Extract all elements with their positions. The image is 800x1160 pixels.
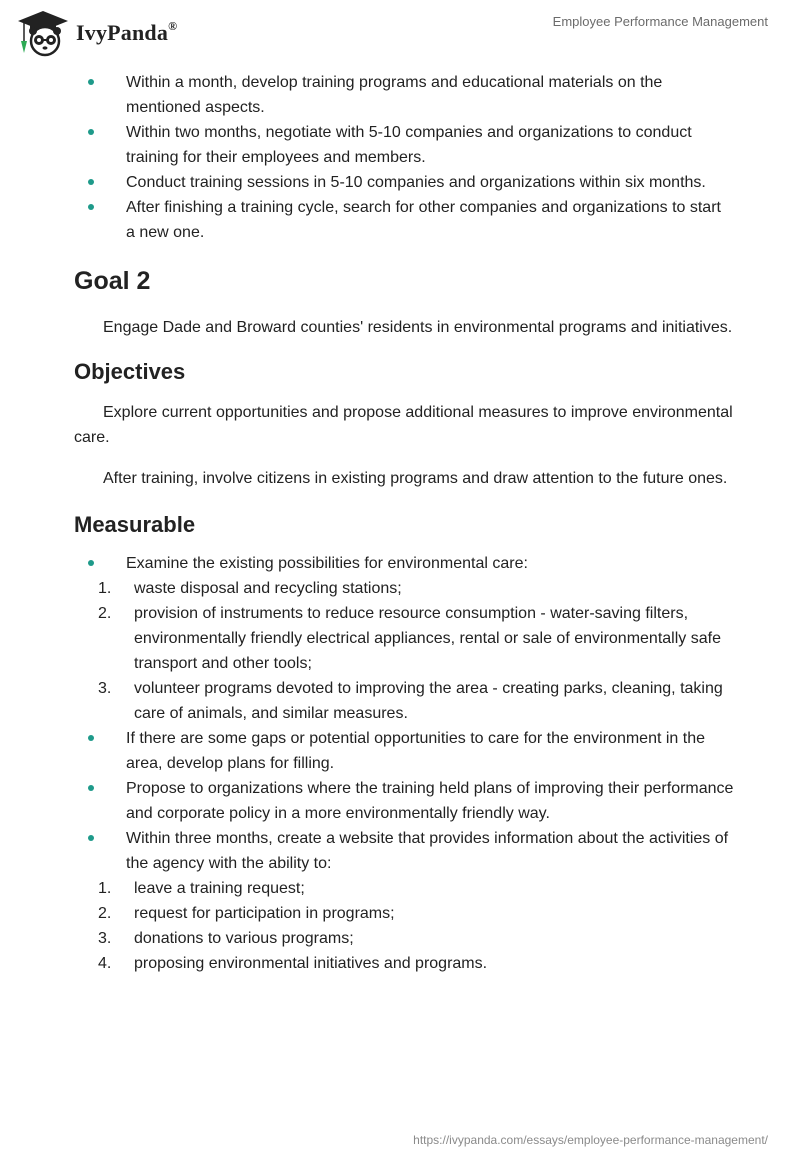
website-features-sublist — [74, 876, 734, 976]
goal2-heading: Goal 2 — [74, 267, 151, 295]
list-item: If there are some gaps or potential opportunities to care for the environment in the area, develop plans for filling. — [74, 726, 734, 776]
page-header — [0, 0, 800, 64]
list-item-text: Within three months, create a website that provides information about the activities of the agency with the ability to: — [126, 830, 729, 872]
numbered-item: 3. donations to various programs; — [98, 930, 354, 947]
objectives-paragraph: After training, involve citizens in existing programs and draw attention to the future ones. — [103, 470, 728, 487]
numbered-item: 2. provision of instruments to reduce resource consumption - water-saving filters, environmentally friendly electrical appliances, rental or sale of environmentally safe transport and other tools; — [98, 605, 721, 672]
source-url[interactable]: https://ivypanda.com/essays/employee-performance-management/ — [413, 1133, 768, 1147]
list-item: Within two months, negotiate with 5-10 companies and organizations to conduct training for their employees and members. — [74, 120, 734, 170]
objectives-heading: Objectives — [74, 359, 186, 384]
numbered-item: 3. volunteer programs devoted to improving the area - creating parks, cleaning, taking care of animals, and similar measures. — [98, 680, 723, 722]
list-item: Within a month, develop training programs and educational materials on the mentioned aspects. — [74, 70, 734, 120]
numbered-item: 1. waste disposal and recycling stations; — [98, 580, 402, 597]
numbered-item: 2. request for participation in programs; — [98, 905, 395, 922]
ivypanda-logo[interactable] — [14, 9, 177, 57]
list-item-text: Examine the existing possibilities for environmental care: — [126, 555, 528, 572]
brand-name: IvyPanda® — [76, 18, 178, 45]
goal2-paragraph: Engage Dade and Broward counties' residents in environmental programs and initiatives. — [103, 319, 733, 336]
panda-icon — [14, 9, 72, 57]
list-item — [74, 826, 734, 976]
document-title: Employee Performance Management — [552, 14, 768, 29]
numbered-item: 1. leave a training request; — [98, 880, 305, 897]
list-item: Propose to organizations where the training held plans of improving their performance and corporate policy in a more environmentally friendly way. — [74, 776, 734, 826]
list-item: After finishing a training cycle, search for other companies and organizations to start a new one. — [74, 195, 734, 245]
intro-bullet-list — [74, 70, 734, 245]
measurable-bullet-list — [74, 551, 734, 976]
document-body — [74, 70, 734, 976]
environmental-care-sublist — [74, 576, 734, 726]
objectives-paragraph: Explore current opportunities and propose additional measures to improve environmental care. — [74, 404, 733, 446]
measurable-heading: Measurable — [74, 512, 196, 537]
list-item: Conduct training sessions in 5-10 companies and organizations within six months. — [74, 170, 734, 195]
numbered-item: 4. proposing environmental initiatives and programs. — [98, 955, 488, 972]
list-item — [74, 551, 734, 726]
